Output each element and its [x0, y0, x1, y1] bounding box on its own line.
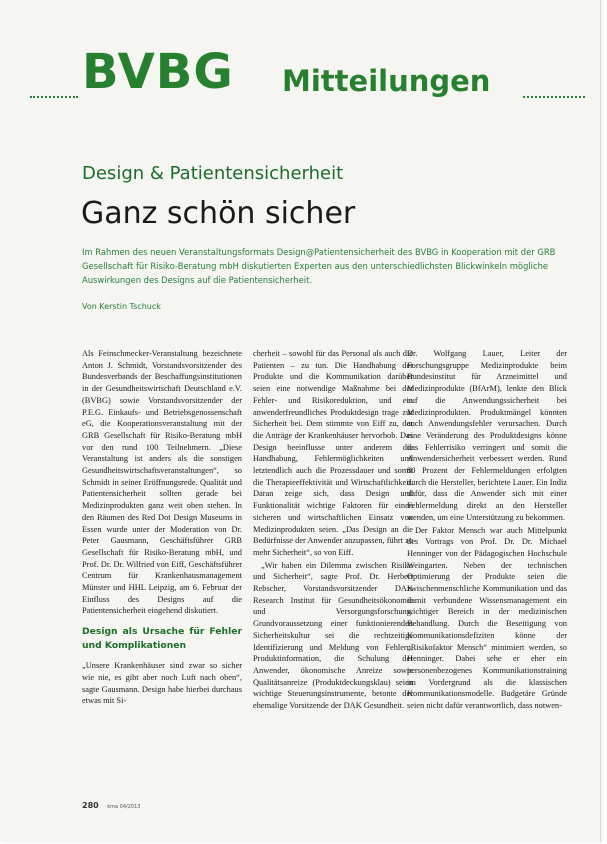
page-footer — [82, 801, 140, 810]
article-headline: Ganz schön sicher — [81, 196, 356, 231]
dotted-rule-right — [523, 96, 585, 98]
dotted-rule-left — [30, 96, 78, 98]
paragraph: „Wir haben ein Dilemma zwischen Risiko und Sicherheit“, sagte Prof. Dr. Herbert Rebscher, Vorstandsvorsitzender DAK Research Institut für Gesundheitsökonomie und Versorgungsforschung. Grundvoraussetzung einer funktionierenden Sicherheitskultur sei die rechtzeitige Identifizierung und Meldung von Fehlern. Produktinformation, die Schulung der Anwender, ökonomische Anreize sowie Qualitätsanreize (Produktdeckungsklau) seien wichtige Steuerungsinstrumente, betonte der ehemalige Vorsitzende der DAK Gesundheit. — [253, 560, 413, 711]
paragraph: „Unsere Krankenhäuser sind zwar so sicher wie nie, es gibt aber noch Luft nach oben“, sagte Gausmann. Design habe hierbei durchaus etwas mit Si- — [82, 661, 242, 706]
article-column-3 — [407, 348, 567, 713]
paragraph: Der Faktor Mensch war auch Mittelpunkt des Vortrags von Prof. Dr. Dr. Michael Henninger von der Pädagogischen Hochschule Weingarten. Neben der technischen Optimierung der Produkte seien die zwischenmenschliche Kommunikation und das damit verbundene Wissensmanagement ein wichtiger Bereich in der medizinischen Behandlung. Durch die Beseitigung von Kommunikationsdefiziten könne der „Risikofaktor Mensch“ minimiert werden, so Henninger. Dabei sehe er eher ein personenbezogenes Kommunikationstraining im Vordergrund als die klassischen Kommunikationsmodelle. Budgetäre Gründe seien nicht dafür verantwortlich, dass notwen- — [407, 525, 567, 711]
article-byline: Von Kerstin Tschuck — [82, 302, 161, 311]
article-column-1 — [82, 348, 242, 708]
page-number: 280 — [82, 801, 99, 810]
masthead-brand: BVBG — [82, 44, 234, 100]
article-lead: Im Rahmen des neuen Veranstaltungsformats Design@Patientensicherheit des BVBG in Kooperation mit der GRB Gesellschaft für Risiko-Beratung mbH diskutierten Experten aus den unterschiedlichsten Blickwinkeln mögliche Auswirkungen des Designs auf die Patientensicherheit. — [82, 247, 556, 285]
paragraph: Dr. Wolfgang Lauer, Leiter der Forschungsgruppe Medizinprodukte beim Bundesinstitut für Arzneimittel und Medizinprodukte (BfArM), lenkte den Blick auf die Anwendungssicherheit bei Medizinprodukten. Produktmängel könnten auch Anwendungsfehler verursachen. Durch eine Veränderung des Produktdesigns könne das Fehlerrisiko verringert und somit die Anwendersicherheit verbessert werden. Rund 80 Prozent der Fehlermeldungen erfolgten durch die Hersteller, berichtete Lauer. Ein Indiz dafür, dass die Anwender sich mit einer Fehlermeldung direkt an den Hersteller wenden, um eine Unterstützung zu bekommen. — [407, 349, 567, 522]
paragraph: Als Feinschmecker-Veranstaltung bezeichnete Anton J. Schmidt, Vorstandsvorsitzender des Bundesverbands der Beschaffungsinstitutionen in der Gesundheitswirtschaft Deutschland e.V. (BVBG) sowie Vorstandsvorsitzender der P.E.G. Einkaufs- und Betriebsgenossenschaft eG, die Kooperationsveranstaltung mit der GRB Gesellschaft für Risiko-Beratung mbH vor den rund 100 Teilnehmern. „Diese Veranstaltung ist anders als die sonstigen Gesundheitswirtschaftsveranstaltungen“, so Schmidt in seiner Eröffnungsrede. Qualität und Patientensicherheit sollten gerade bei Medizinprodukten ganz weit oben stehen. In den Räumen des Red Dot Design Museums in Essen wurde unter der Moderation von Dr. Peter Gausmann, Geschäftsführer GRB Gesellschaft für Risiko-Beratung mbH, und Prof. Dr. Dr. Wilfried von Eiff, Geschäftsführer Centrum für Krankenhausmanagement Münster und HHL Leipzig, am 6. Februar der Einfluss des Designs auf die Patientensicherheit eingehend diskutiert. — [82, 349, 242, 616]
masthead-section: Mitteilungen — [282, 64, 491, 98]
section-heading: Design als Ursache für Fehler und Komplikationen — [82, 626, 242, 652]
paragraph: cherheit – sowohl für das Personal als auch die Patienten – zu tun. Die Handhabung der Produkte und die Kommunikation darüber seien eine notwendige Maßnahme bei der Fehler- und Risikoreduktion, und ein anwenderfreundliches Produktdesign trage zur Sicherheit bei. Dem stimmte von Eiff zu, der die Anträge der Krankenhäuser hervorhob. Das Design beeinflusse unter anderem die Handhabung, Fehlermöglichkeiten und letztendlich auch die Prozessdauer und somit die Therapieeffektivität und Wirtschaftlichkeit. Daran zeige sich, dass Design und Funktionalität wichtige Faktoren für einen sicheren und wirtschaftlichen Einsatz von Medizinprodukten seien. „Das Design an die Bedürfnisse der Anwender anzupassen, führt zu mehr Sicherheit“, so von Eiff. — [253, 349, 414, 557]
article-column-2 — [253, 348, 413, 713]
magazine-issue: kma 04/2013 — [107, 804, 141, 810]
masthead — [30, 40, 585, 104]
article-kicker: Design & Patientensicherheit — [82, 163, 344, 184]
